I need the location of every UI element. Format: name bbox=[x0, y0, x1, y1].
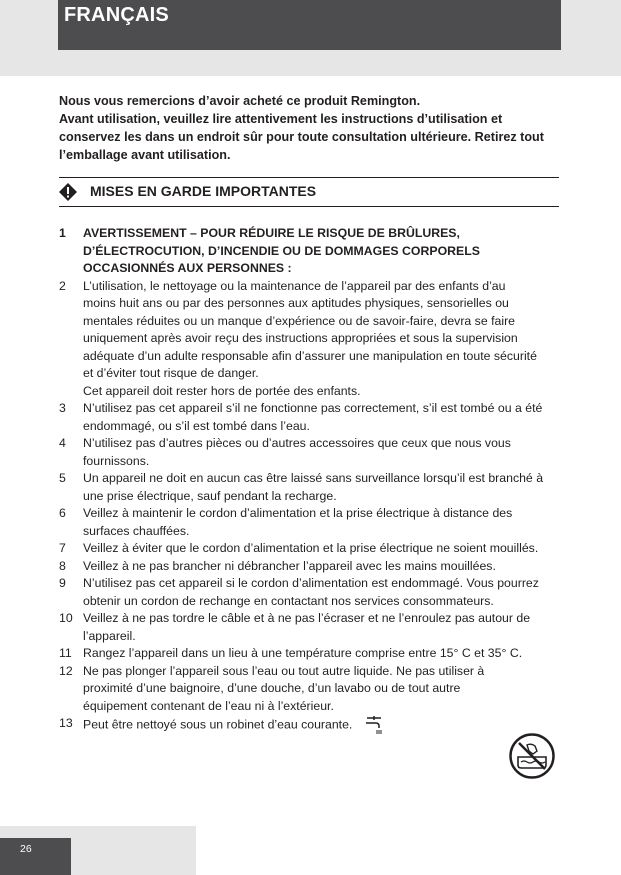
warnings-list bbox=[59, 225, 559, 735]
intro-text bbox=[59, 92, 559, 164]
item-text: N’utilisez pas d’autres pièces ou d’autres accessoires que ceux que nous vous fournissons. bbox=[83, 436, 511, 468]
item-text: AVERTISSEMENT – POUR RÉDUIRE LE RISQUE DE BRÛLURES, D’ÉLECTROCUTION, D’INCENDIE OU DE DOMMAGES CORPORELS OCCASIONNÉS AUX PERSONNES : bbox=[83, 226, 480, 275]
item-text: N’utilisez pas cet appareil s’il ne fonctionne pas correctement, s’il est tombé ou a été endommagé, ou s’il est tombé dans l’eau. bbox=[83, 401, 543, 433]
intro-line-1: Nous vous remercions d’avoir acheté ce produit Remington. bbox=[59, 94, 421, 108]
list-item bbox=[59, 435, 559, 470]
list-item bbox=[59, 663, 559, 716]
item-text: Veillez à maintenir le cordon d’alimentation et la prise électrique à distance des surfaces chauffées. bbox=[83, 506, 513, 538]
item-text: Ne pas plonger l’appareil sous l’eau ou tout autre liquide. Ne pas utiliser à proximité d’une baignoire, d’une douche, d’un lavabo ou de tout autre équipement contenant de l’eau ni à l’extérieur. bbox=[83, 663, 485, 713]
item-number: 9 bbox=[59, 576, 66, 590]
item-number: 12 bbox=[59, 663, 73, 678]
item-text: Rangez l’appareil dans un lieu à une température comprise entre 15° C et 35° C. bbox=[83, 646, 523, 660]
item-number: 10 bbox=[59, 611, 73, 625]
item-number: 1 bbox=[59, 226, 66, 240]
item-text: L’utilisation, le nettoyage ou la maintenance de l’appareil par des enfants d’au moins huit ans ou par des personnes aux aptitudes physiques, sensorielles ou mentales réduites ou un manque d’expérience ou de savoir-faire, devra se faire uniquement après avoir reçu des instructions appropriées et sous la supervision adéquate d’un adulte responsable afin d’assurer une manipulation en toute sécurité et d’éviter tout risque de danger. bbox=[83, 278, 537, 380]
item-text: Un appareil ne doit en aucun cas être laissé sans surveillance lorsqu’il est branché à une prise électrique, sauf pendant la recharge. bbox=[83, 471, 544, 503]
item-extra-text: Cet appareil doit rester hors de portée des enfants. bbox=[83, 383, 361, 398]
item-number: 3 bbox=[59, 401, 66, 415]
item-text: Veillez à ne pas tordre le câble et à ne pas l’écraser et ne l’enroulez pas autour de l’appareil. bbox=[83, 611, 531, 643]
item-number: 13 bbox=[59, 716, 73, 730]
item-text: Peut être nettoyé sous un robinet d’eau courante. bbox=[83, 717, 353, 732]
tap-icon bbox=[364, 715, 384, 735]
item-number: 6 bbox=[59, 506, 66, 520]
list-item bbox=[59, 400, 559, 435]
list-item bbox=[59, 645, 559, 663]
list-item bbox=[59, 715, 559, 735]
section-title: MISES EN GARDE IMPORTANTES bbox=[90, 183, 317, 199]
list-item bbox=[59, 540, 559, 558]
item-text: N’utilisez pas cet appareil si le cordon d’alimentation est endommagé. Vous pourrez obtenir un cordon de rechange en contactant nos services consommateurs. bbox=[83, 576, 539, 608]
list-item bbox=[59, 278, 559, 401]
no-bath-icon bbox=[509, 733, 555, 779]
intro-line-2: Avant utilisation, veuillez lire attentivement les instructions d’utilisation et conservez les dans un endroit sûr pour toute consultation ultérieure. Retirez tout l’emballage avant utilisation. bbox=[59, 112, 544, 162]
language-title: FRANÇAIS bbox=[64, 4, 169, 26]
item-number: 7 bbox=[59, 541, 66, 555]
list-item bbox=[59, 610, 559, 645]
list-item bbox=[59, 575, 559, 610]
section-header bbox=[59, 177, 559, 207]
item-number: 8 bbox=[59, 558, 66, 573]
item-number: 4 bbox=[59, 436, 66, 450]
list-item bbox=[59, 470, 559, 505]
item-text: Veillez à éviter que le cordon d’alimentation et la prise électrique ne soient mouillés. bbox=[83, 541, 539, 555]
list-item bbox=[59, 225, 559, 278]
item-text: Veillez à ne pas brancher ni débrancher l’appareil avec les mains mouillées. bbox=[83, 558, 496, 573]
item-number: 11 bbox=[59, 646, 72, 660]
item-number: 5 bbox=[59, 471, 66, 485]
page-number: 26 bbox=[20, 843, 32, 855]
list-item bbox=[59, 505, 559, 540]
page-number-tab bbox=[0, 838, 71, 875]
item-number: 2 bbox=[59, 278, 66, 293]
list-item bbox=[59, 558, 559, 576]
warning-diamond-icon bbox=[59, 183, 77, 201]
